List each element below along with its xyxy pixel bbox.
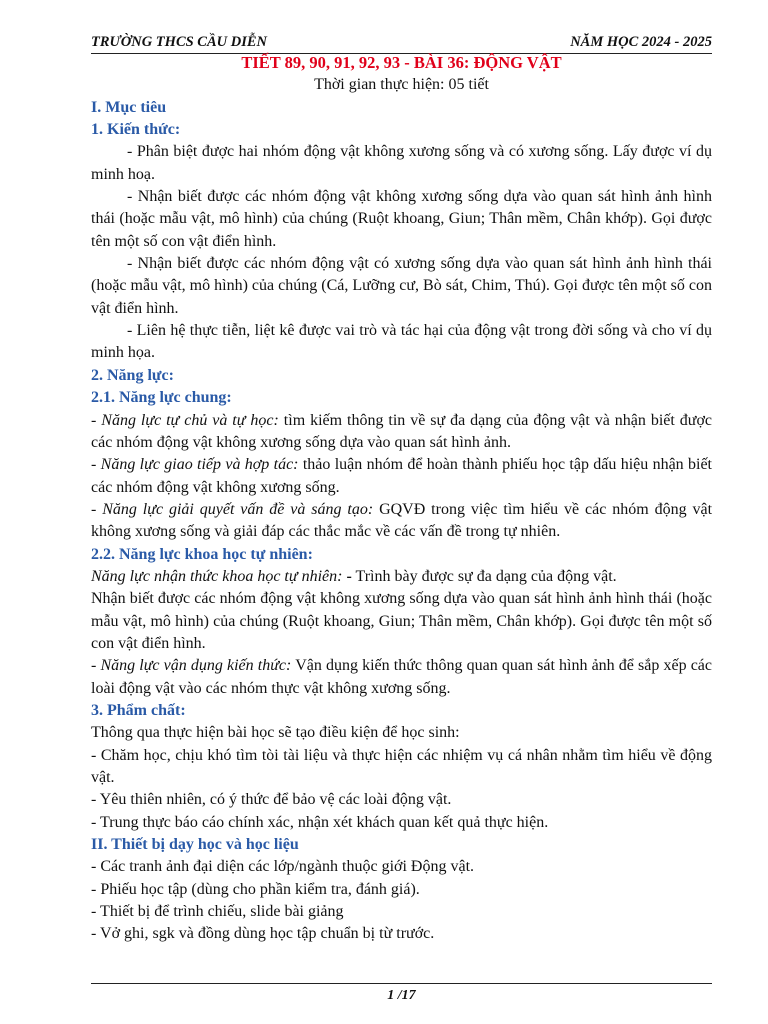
general-competence-item: - Năng lực giải quyết vấn đề và sáng tạo: GQVĐ trong việc tìm hiểu về các nhóm động vật không xương sống và giải đáp các thắc mắc về các vấn đề trong tự nhiên. (91, 500, 713, 541)
science-competence-heading: 2.2. Năng lực khoa học tự nhiên: (91, 545, 313, 563)
section-equipment-heading: II. Thiết bị dạy học và học liệu (91, 836, 299, 854)
science-cognition-text: Nhận biết được các nhóm động vật không xương sống dựa vào quan sát hình ảnh hình thái (hoặc mẫu vật, mô hình) của chúng (Ruột khoang, Giun; Thân mềm, Chân khớp). Gọi được tên một số con vật điển hình. (91, 590, 712, 652)
competence-label: Năng lực vận dụng kiến thức: (100, 657, 292, 675)
competence-label: Năng lực giao tiếp và hợp tác: (100, 456, 299, 474)
page-header (91, 33, 712, 54)
general-competence-item: - Năng lực tự chủ và tự học: tìm kiếm thông tin về sự đa dạng của động vật và nhận biết được các nhóm động vật không xương sống dựa vào quan sát hình ảnh. (91, 411, 713, 451)
equipment-item: - Thiết bị để trình chiếu, slide bài giảng (91, 903, 344, 921)
general-competence-item: - Năng lực giao tiếp và hợp tác: thảo luận nhóm để hoàn thành phiếu học tập dấu hiệu nhận biết các nhóm động vật không xương sống. (91, 456, 712, 496)
competence-label: Năng lực giải quyết vấn đề và sáng tạo: (102, 500, 374, 518)
quality-item: - Yêu thiên nhiên, có ý thức để bảo vệ các loài động vật. (91, 791, 452, 809)
lesson-title: TIẾT 89, 90, 91, 92, 93 - BÀI 36: ĐỘNG VẬT (241, 53, 562, 72)
science-cognition-item: Năng lực nhận thức khoa học tự nhiên: - Trình bày được sự đa dạng của động vật. (91, 567, 617, 585)
knowledge-item: - Nhận biết được các nhóm động vật có xương sống dựa vào quan sát hình ảnh hình thái (hoặc mẫu vật, mô hình) của chúng (Cá, Lưỡng cư, Bò sát, Chim, Thú). Gọi được tên một số con vật điển hình. (91, 255, 712, 317)
quality-intro: Thông qua thực hiện bài học sẽ tạo điều kiện để học sinh: (91, 724, 460, 742)
science-apply-item: - Năng lực vận dụng kiến thức: Vận dụng kiến thức thông quan quan sát hình ảnh để sắp xếp các loài động vật vào các nhóm thực vật không xương sống. (91, 657, 713, 697)
competence-label: Năng lực tự chủ và tự học: (101, 411, 279, 429)
school-name: TRƯỜNG THCS CẦU DIỄN (91, 34, 267, 50)
page-footer (91, 983, 712, 1004)
section-objectives-heading: I. Mục tiêu (91, 98, 167, 116)
equipment-item: - Phiếu học tập (dùng cho phần kiểm tra, đánh giá). (91, 880, 420, 898)
competence-heading: 2. Năng lực: (91, 366, 174, 384)
page-number: 1 /17 (387, 988, 416, 1003)
document-page (91, 0, 712, 1024)
knowledge-item: - Phân biệt được hai nhóm động vật không xương sống và có xương sống. Lấy được ví dụ minh hoạ. (91, 143, 712, 183)
competence-label: Năng lực nhận thức khoa học tự nhiên: (91, 567, 343, 585)
equipment-item: - Vở ghi, sgk và đồng dùng học tập chuẩn bị từ trước. (91, 925, 435, 943)
quality-heading: 3. Phẩm chất: (91, 701, 186, 719)
quality-item: - Trung thực báo cáo chính xác, nhận xét khách quan kết quả thực hiện. (91, 813, 549, 831)
knowledge-heading: 1. Kiến thức: (91, 121, 181, 139)
equipment-item: - Các tranh ảnh đại diện các lớp/ngành thuộc giới Động vật. (91, 858, 475, 876)
quality-item: - Chăm học, chịu khó tìm tòi tài liệu và thực hiện các nhiệm vụ cá nhân nhằm tìm hiểu về động vật. (91, 746, 712, 786)
school-year: NĂM HỌC 2024 - 2025 (570, 34, 712, 50)
lesson-duration: Thời gian thực hiện: 05 tiết (314, 76, 489, 94)
document-body (91, 52, 712, 946)
general-competence-heading: 2.1. Năng lực chung: (91, 389, 232, 407)
knowledge-item: - Liên hệ thực tiễn, liệt kê được vai trò và tác hại của động vật trong đời sống và cho ví dụ minh họa. (91, 322, 712, 362)
knowledge-item: - Nhận biết được các nhóm động vật không xương sống dựa vào quan sát hình ảnh hình thái (hoặc mẫu vật, mô hình) của chúng (Ruột khoang, Giun; Thân mềm, Chân khớp). Gọi được tên một số con vật điển hình. (91, 188, 712, 250)
